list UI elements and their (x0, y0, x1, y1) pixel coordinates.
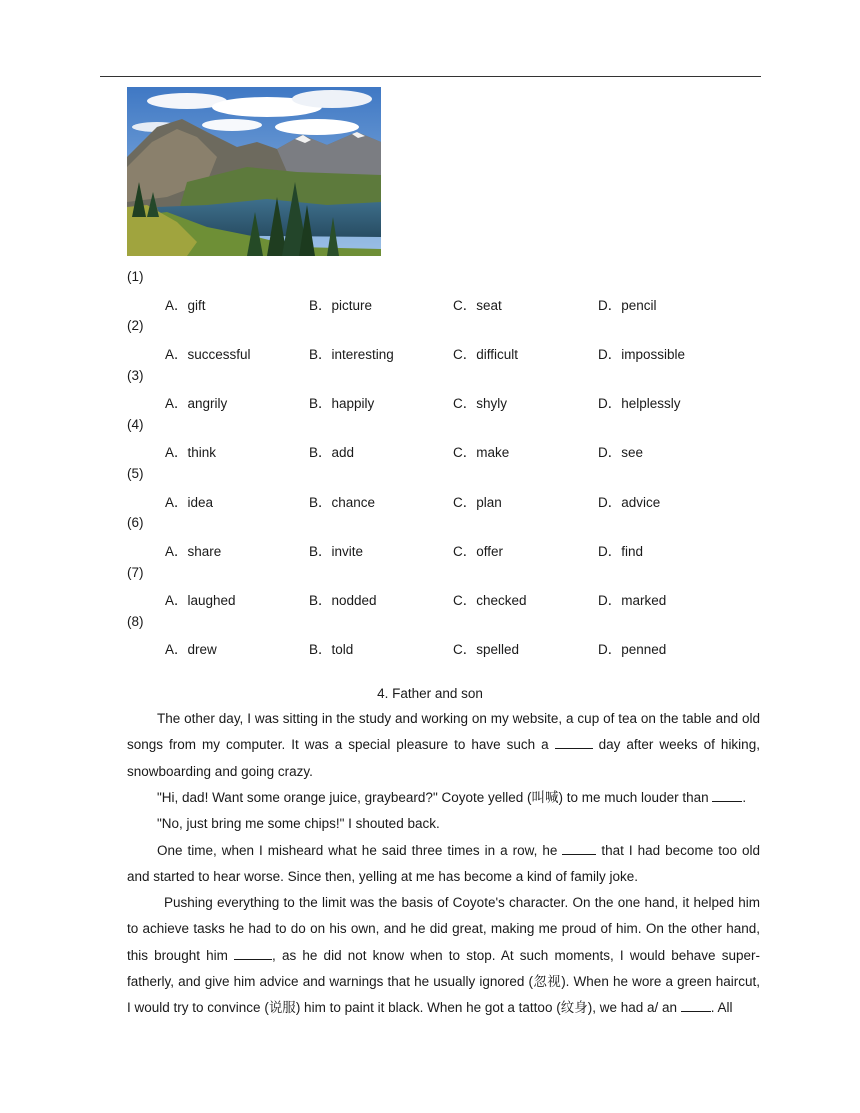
paragraph-text: day after weeks of hiking, snowboarding and going crazy. (127, 737, 760, 779)
paragraph-1 (127, 706, 760, 785)
chinese-gloss: 纹身 (560, 1000, 588, 1017)
option-a[interactable]: A．think (165, 445, 217, 460)
option-c[interactable]: C．make (453, 445, 510, 460)
paragraph-5 (127, 890, 760, 1021)
option-d[interactable]: D．advice (598, 495, 661, 510)
paragraph-text: . (742, 790, 747, 805)
option-d[interactable]: D．see (598, 445, 644, 460)
option-b[interactable]: B．interesting (309, 347, 394, 362)
answer-blank[interactable] (562, 840, 596, 855)
paragraph-text: The other day, I was sitting in the study and working on my website, a cup of tea on the table and old songs from my computer. It was a special pleasure to have such a (127, 711, 760, 753)
option-a[interactable]: A．drew (165, 642, 217, 657)
header-rule (100, 76, 761, 77)
option-d[interactable]: D．penned (598, 642, 667, 657)
paragraph-3: "No, just bring me some chips!" I shouted back. (157, 816, 440, 831)
question-number: (7) (127, 565, 144, 580)
option-c[interactable]: C．shyly (453, 396, 508, 411)
paragraph-text: ), we had a/ an (587, 1000, 678, 1016)
paragraph-text: Pushing everything to the limit was the basis of Coyote's character. On the one hand, it helped him to achieve tasks he had to do on his own, and he did great, making me proud of him. On the other hand, this brought him (127, 895, 760, 963)
option-d[interactable]: D．impossible (598, 347, 686, 362)
option-a[interactable]: A．laughed (165, 593, 236, 608)
option-b[interactable]: B．add (309, 445, 355, 460)
chinese-gloss: 忽视 (533, 973, 562, 990)
question-number: (3) (127, 368, 144, 383)
option-a[interactable]: A．gift (165, 298, 206, 313)
option-b[interactable]: B．happily (309, 396, 375, 411)
question-number: (6) (127, 515, 144, 530)
passage-title: 4. Father and son (377, 686, 483, 701)
paragraph-text: ). When he wore a green haircut, I would try to convince ( (127, 973, 761, 1016)
option-c[interactable]: C．plan (453, 495, 502, 510)
paragraph-text: that I had become too old and started to hear worse. Since then, yelling at me has become a kind of family joke. (127, 843, 760, 885)
paragraph-text: One time, when I misheard what he said three times in a row, he (157, 843, 558, 858)
option-c[interactable]: C．offer (453, 544, 504, 559)
option-b[interactable]: B．told (309, 642, 354, 657)
option-a[interactable]: A．angrily (165, 396, 228, 411)
answer-blank[interactable] (681, 997, 711, 1012)
option-c[interactable]: C．seat (453, 298, 502, 313)
paragraph-text: ) to me much louder than (558, 790, 709, 805)
chinese-gloss: 说服 (268, 1000, 296, 1017)
option-d[interactable]: D．find (598, 544, 644, 559)
paragraph-2 (127, 785, 760, 811)
option-a[interactable]: A．idea (165, 495, 214, 510)
answer-blank[interactable] (712, 787, 742, 802)
paragraph-text: , as he did not know when to stop. At such moments, I would behave super-fatherly, and give him advice and warnings that he usually ignored ( (127, 947, 760, 989)
option-a[interactable]: A．successful (165, 347, 251, 362)
option-c[interactable]: C．checked (453, 593, 527, 608)
option-c[interactable]: C．difficult (453, 347, 519, 362)
paragraph-text: "Hi, dad! Want some orange juice, graybeard?" Coyote yelled ( (157, 790, 532, 805)
option-b[interactable]: B．chance (309, 495, 376, 510)
question-number: (2) (127, 318, 144, 333)
question-number: (1) (127, 269, 144, 284)
paragraph-text: ) him to paint it black. When he got a tattoo ( (295, 1000, 561, 1016)
mountain-lake-photo (127, 87, 381, 256)
answer-blank[interactable] (555, 734, 593, 749)
answer-blank[interactable] (234, 945, 272, 960)
option-d[interactable]: D．marked (598, 593, 667, 608)
option-a[interactable]: A．share (165, 544, 222, 559)
chinese-gloss: 叫喊 (531, 790, 559, 806)
question-number: (8) (127, 614, 144, 629)
paragraph-4 (127, 838, 760, 891)
question-number: (4) (127, 417, 144, 432)
option-d[interactable]: D．pencil (598, 298, 657, 313)
option-d[interactable]: D．helplessly (598, 396, 681, 411)
option-c[interactable]: C．spelled (453, 642, 520, 657)
question-number: (5) (127, 466, 144, 481)
paragraph-text: . All (710, 1000, 733, 1016)
option-b[interactable]: B．invite (309, 544, 364, 559)
option-b[interactable]: B．picture (309, 298, 373, 313)
option-b[interactable]: B．nodded (309, 593, 377, 608)
